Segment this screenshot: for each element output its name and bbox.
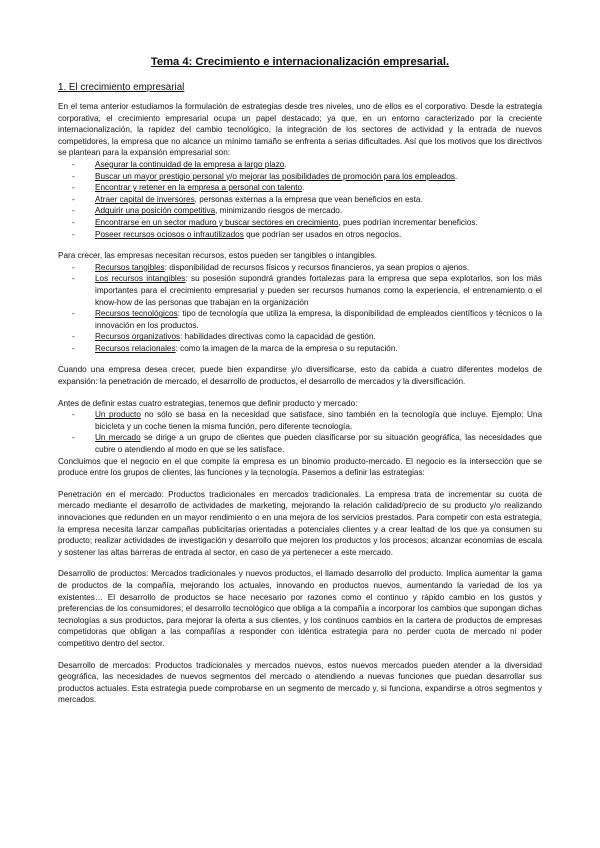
list-item: - Asegurar la continuidad de la empresa a largo plazo.	[72, 159, 287, 169]
desarrollo-productos-paragraph: Desarrollo de productos: Mercados tradicionales y nuevos productos, el llamado desarrollo del producto. Implica aumentar la gama de productos de la compañía, mejorando los actuales, innovando en productos nuevos, aumentando la variedad de los ya existentes… El desarrollo de productos se hace necesario por razones como el continuo y rápido cambio en los gustos y preferencias de los consumidores; el desarrollo tecnológico que obliga a la compañía a incorporar los cambios que supongan dichas tecnologías a sus productos, para mejorar la oferta a sus clientes, y los continuos cambios en la cartera de productos de empresas competidoras que obligan a las compañías a responder con idéntica estrategia para no perder cuota de mercado ni poder competitivo dentro del sector.	[58, 569, 542, 648]
list-item: - Buscar un mayor prestigio personal y/o mejorar las posibilidades de promoción para los empleados.	[72, 171, 458, 181]
desarrollo-mercados-paragraph: Desarrollo de mercados: Productos tradicionales y mercados nuevos, estos nuevos mercados pueden atender a la diversidad geográfica, las necesidades de nuevos segmentos del mercado o atendiendo a nuevas funciones que puedan desarrollar sus productos actuales. Esta estrategia puede comprobarse en un segmento de mercado y, si funciona, expandirse a otros segmentos y mercados.	[58, 660, 542, 705]
penetracion-paragraph: Penetración en el mercado: Productos tradicionales en mercados tradicionales. La empresa trata de incrementar su cuota de mercado mediante el desarrollo de actividades de marketing, mejorando la relación calidad/precio de su producto y/o realizando innovaciones que redunden en un mayor rendimiento o en una mejora de los servicios prestados. Para competir con esta estrategia, la empresa necesita lanzar campañas publicitarias orientadas a potenciales clientes y a crear lealtad de los que ya consumen su producto; realizar actividades de investigación y desarrollo que mejoren los productos y los procesos; alcanzar economías de escala y sostener las altas barreras de entrada al sector, en caso de ya pertenecer a este mercado.	[58, 489, 542, 557]
definitions-list	[58, 409, 542, 455]
list-item: - Un mercado se dirige a un grupo de clientes que pueden clasificarse por su situación geográfica, las necesidades que cubre o atendiendo al modo en que se les satisface.	[72, 433, 542, 455]
intro-paragraph: En el tema anterior estudiamos la formulación de estrategias desde tres niveles, uno de ellos es el corporativo. Desde la estrategia corporativa, el crecimiento empresarial ocupa un papel destacado; ya que, en un entorno caracterizado por la creciente internacionalización, la rapidez del cambio tecnológico, la integración de los sectores de actividad y la entrada de nuevos competidores, la empresa que no alcance un mínimo tamaño se enfrenta a serias dificultades. Así que los motivos que los directivos se plantean para la expansión empresarial son:	[58, 102, 542, 158]
document-page	[58, 56, 542, 706]
definitions-intro: Antes de definir estas cuatro estrategias, tenemos que definir producto y mercado:	[58, 398, 358, 408]
list-item: - Encontrarse en un sector maduro y buscar sectores en crecimiento, pues podrían incrementar beneficios.	[72, 217, 478, 227]
list-item: - Recursos tangibles: disponibilidad de recursos físicos y recursos financieros, ya sean propios o ajenos.	[72, 262, 470, 272]
resources-list	[58, 262, 542, 355]
section-heading: 1. El crecimiento empresarial	[58, 82, 185, 93]
list-item: - Encontrar y retener en la empresa a personal con talento.	[72, 183, 305, 193]
motives-list	[58, 159, 542, 240]
list-item: - Recursos tecnológicos: tipo de tecnología que utiliza la empresa, la disponibilidad de empleados científicos y técnicos o la innovación en los productos.	[72, 309, 543, 330]
resources-intro: Para crecer, las empresas necesitan recursos, estos pueden ser tangibles o intangibles.	[58, 251, 378, 261]
expansion-paragraph: Cuando una empresa desea crecer, puede bien expandirse y/o diversificarse, esto da cabida a cuatro diferentes modelos de expansión: la penetración de mercado, el desarrollo de productos, el desarrollo de mercados y la diversificación.	[58, 365, 542, 387]
document-title: Tema 4: Crecimiento e internacionalización empresarial.	[150, 56, 450, 68]
list-item: - Adquirir una posición competitiva, minimizando riesgos de mercado.	[72, 206, 343, 216]
list-item: - Un producto no sólo se basa en la necesidad que satisface, sino también en la tecnología que incluye. Ejemplo: Una bicicleta y un coche tienen la misma función, pero diferente tecnología.	[72, 410, 542, 431]
list-item: - Atraer capital de inversores, personas externas a la empresa que vean beneficios en esta.	[72, 194, 423, 204]
list-item: - Los recursos intangibles: su posesión supondrá grandes fortalezas para la empresa que sepa explotarlos, son los más importantes para el crecimiento empresarial y pueden ser recursos humanos como la experiencia, el entrenamiento o el know-how de las personas que trabajan en la organización	[72, 274, 542, 307]
list-item: - Poseer recursos ociosos o infrautilizados que podrían ser usados en otros negocios.	[72, 229, 402, 239]
list-item: - Recursos organizativos: habilidades directivas como la capacidad de gestión.	[72, 332, 376, 342]
list-item: - Recursos relacionales: como la imagen de la marca de la empresa o su reputación.	[72, 343, 398, 353]
conclusion-paragraph: Concluimos que el negocio en el que compite la empresa es un binomio producto-mercado. El negocio es la intersección que se produce entre los grupos de clientes, las funciones y la tecnología. Pasemos a definir las estrategias:	[58, 456, 542, 478]
